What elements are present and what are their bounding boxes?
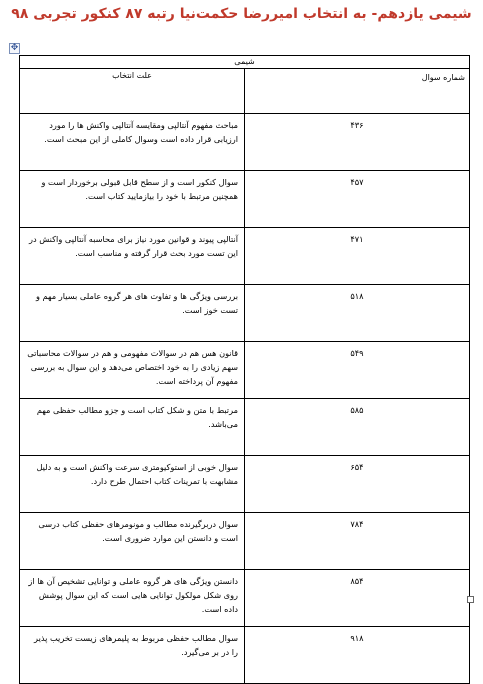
reason-cell: سوال مطالب حفظی مربوط به پلیمرهای زیست تخریب پذیر را در بر می‌گیرد. [20,627,245,684]
question-number-cell: ۴۷۱ [245,228,470,285]
reason-cell: دانستن ویژگی های هر گروه عاملی و توانایی تشخیص آن ها از روی شکل مولکول توانایی هایی است که این سوال پوشش داده است. [20,570,245,627]
question-number-cell: ۴۵۷ [245,171,470,228]
table-caption: شیمی [20,56,470,69]
question-number-cell: ۶۵۴ [245,456,470,513]
table-row [20,513,470,570]
table-body [20,114,470,684]
question-number-cell: ۴۳۶ [245,114,470,171]
question-number-cell: ۵۸۵ [245,399,470,456]
question-number-cell: ۵۴۹ [245,342,470,399]
column-header-reason: علت انتخاب [20,69,245,114]
table-row [20,114,470,171]
table-row [20,285,470,342]
chemistry-table [19,55,470,684]
reason-cell: بررسی ویژگی ها و تفاوت های هر گروه عاملی بسیار مهم و تست خوز است. [20,285,245,342]
question-number-cell: ۹۱۸ [245,627,470,684]
reason-cell: سوال کنکور است و از سطح قابل قبولی برخوردار است و همچنین مرتبط با خود را بیازمایید کتاب است. [20,171,245,228]
reason-cell: مباحث مفهوم آنتالپی ومقایسه آنتالپی واکنش ها را مورد ارزیابی قرار داده است وسوال کاملی از این مبحث است. [20,114,245,171]
table-row [20,171,470,228]
document-title: شیمی یازدهم- به انتخاب امیررضا حکمت‌نیا رتبه ۸۷ کنکور تجربی ۹۸ [11,6,472,22]
table-move-handle-icon[interactable]: ✥ [10,43,19,53]
table-row [20,456,470,513]
table-row [20,399,470,456]
reason-cell: مرتبط با متن و شکل کتاب است و جزو مطالب حفظی مهم می‌باشد. [20,399,245,456]
table-row [20,627,470,684]
question-number-cell: ۵۱۸ [245,285,470,342]
reason-cell: سوال خوبی از استوکیومتری سرعت واکنش است و به دلیل مشابهت با تمرینات کتاب احتمال طرح دارد. [20,456,245,513]
table-row [20,342,470,399]
table-resize-handle[interactable] [467,596,474,603]
question-number-cell: ۸۵۴ [245,570,470,627]
table-row [20,570,470,627]
reason-cell: سوال دربرگیرنده مطالب و مونومرهای حفظی کتاب درسی است و دانستن این موارد ضروری است. [20,513,245,570]
reason-cell: آنتالپی پیوند و قوانین مورد نیاز برای محاسبه آنتالپی واکنش در این تست مورد بحث قرار گرفته و مناسب است. [20,228,245,285]
column-header-question-number: شماره سوال [245,69,470,114]
question-number-cell: ۷۸۴ [245,513,470,570]
table-row [20,228,470,285]
reason-cell: قانون هس هم در سوالات مفهومی و هم در سوالات محاسباتی سهم زیادی را به خود اختصاص می‌دهد و این سوال به بررسی مفهوم آن پرداخته است. [20,342,245,399]
